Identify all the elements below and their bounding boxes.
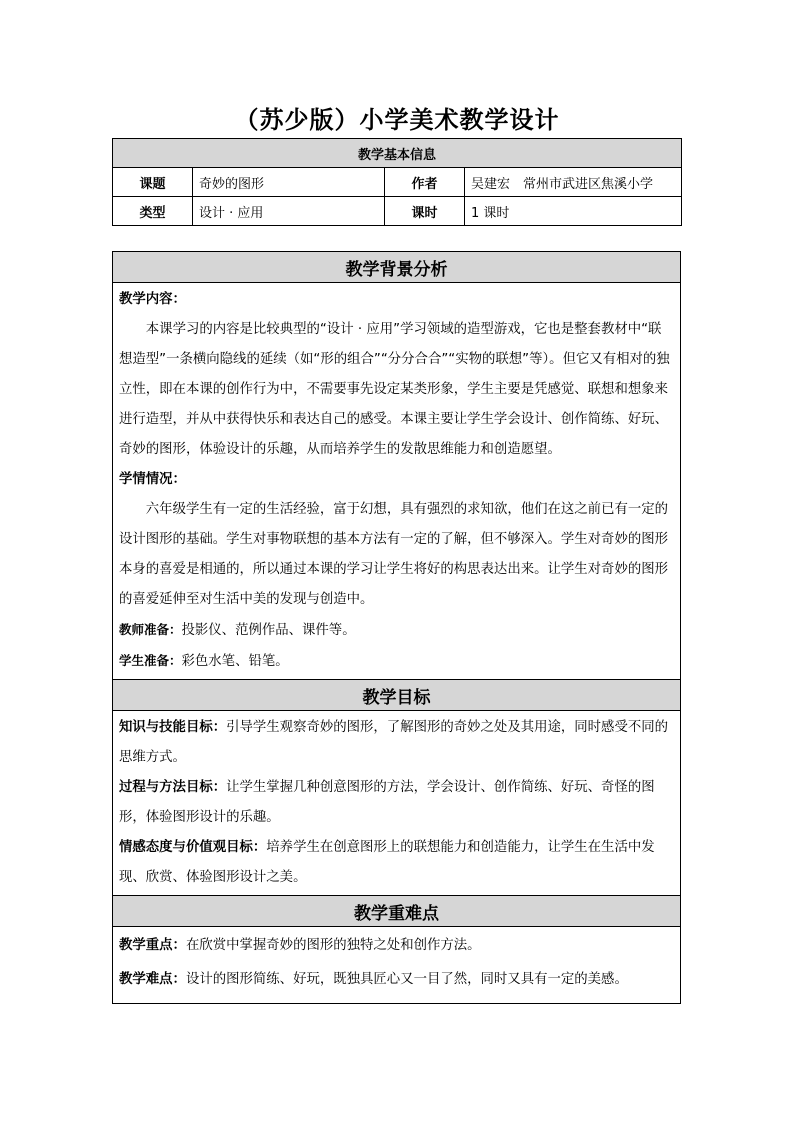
document-title: （苏少版）小学美术教学设计	[234, 106, 560, 134]
situation-label: 学情情况：	[119, 472, 186, 487]
period-value: 1 课时	[465, 197, 682, 226]
background-section	[113, 283, 681, 680]
process-goal-label: 过程与方法目标：	[119, 780, 227, 795]
teacher-prep	[119, 615, 674, 646]
situation-text: 六年级学生有一定的生活经验，富于幻想，具有强烈的求知欲，他们在这之前已有一定的设计图形的基础。学生对事物联想的基本方法有一定的了解，但不够深入。学生对奇妙的图形本身的喜爱是相通的，所以通过本课的学习让学生将好的构思表达出来。让学生对奇妙的图形的喜爱延伸至对生活中美的发现与创造中。	[119, 502, 669, 607]
content-label: 教学内容：	[119, 292, 186, 307]
goals-header: 教学目标	[113, 680, 681, 711]
knowledge-goal	[119, 713, 674, 773]
difficulty-point-label: 教学难点：	[119, 972, 186, 987]
main-table	[112, 251, 681, 1004]
topic-value: 奇妙的图形	[193, 168, 385, 197]
teacher-prep-text: 投影仪、范例作品、课件等。	[181, 623, 356, 638]
emotion-goal-text: 培养学生在创意图形上的联想能力和创造能力，让学生在生活中发现、欣赏、体验图形设计之美。	[119, 840, 655, 885]
difficulty-point	[119, 963, 674, 997]
teacher-prep-label: 教师准备：	[119, 622, 182, 637]
knowledge-goal-label: 知识与技能目标：	[119, 720, 227, 735]
type-label: 类型	[113, 197, 193, 226]
focus-point	[119, 929, 674, 963]
difficulty-point-text: 设计的图形简练、好玩，既独具匠心又一目了然，同时又具有一定的美感。	[185, 972, 628, 987]
goals-section	[113, 711, 681, 896]
topic-label: 课题	[113, 168, 193, 197]
student-prep-text: 彩色水笔、铅笔。	[181, 654, 289, 669]
process-goal	[119, 773, 674, 833]
focus-point-text: 在欣赏中掌握奇妙的图形的独特之处和创作方法。	[185, 938, 481, 953]
focus-point-label: 教学重点：	[119, 938, 186, 953]
basic-info-table	[112, 138, 682, 226]
type-value: 设计 · 应用	[193, 197, 385, 226]
key-points-section	[113, 927, 681, 1004]
knowledge-goal-text: 引导学生观察奇妙的图形，了解图形的奇妙之处及其用途，同时感受不同的思维方式。	[119, 720, 669, 765]
student-prep	[119, 646, 674, 677]
key-points-header: 教学重难点	[113, 896, 681, 927]
author-label: 作者	[385, 168, 465, 197]
process-goal-text: 让学生掌握几种创意图形的方法，学会设计、创作简练、好玩、奇怪的图形，体验图形设计的乐趣。	[119, 780, 655, 825]
student-prep-label: 学生准备：	[119, 653, 182, 668]
content-text: 本课学习的内容是比较典型的“设计 · 应用”学习领域的造型游戏，它也是整套教材中“联想造型”一条横向隐线的延续（如“形的组合”“分分合合”“实物的联想”等）。但它又有相对的独立性，即在本课的创作行为中，不需要事先设定某类形象，学生主要是凭感觉、联想和想象来进行造型，并从中获得快乐和表达自己的感受。本课主要让学生学会设计、创作简练、好玩、奇妙的图形，体验设计的乐趣，从而培养学生的发散思维能力和创造愿望。	[119, 322, 670, 457]
background-header: 教学背景分析	[113, 252, 681, 283]
basic-info-header: 教学基本信息	[113, 139, 682, 168]
period-label: 课时	[385, 197, 465, 226]
emotion-goal-label: 情感态度与价值观目标：	[119, 840, 267, 855]
emotion-goal	[119, 833, 674, 893]
author-value: 吴建宏 常州市武进区焦溪小学	[465, 168, 682, 197]
